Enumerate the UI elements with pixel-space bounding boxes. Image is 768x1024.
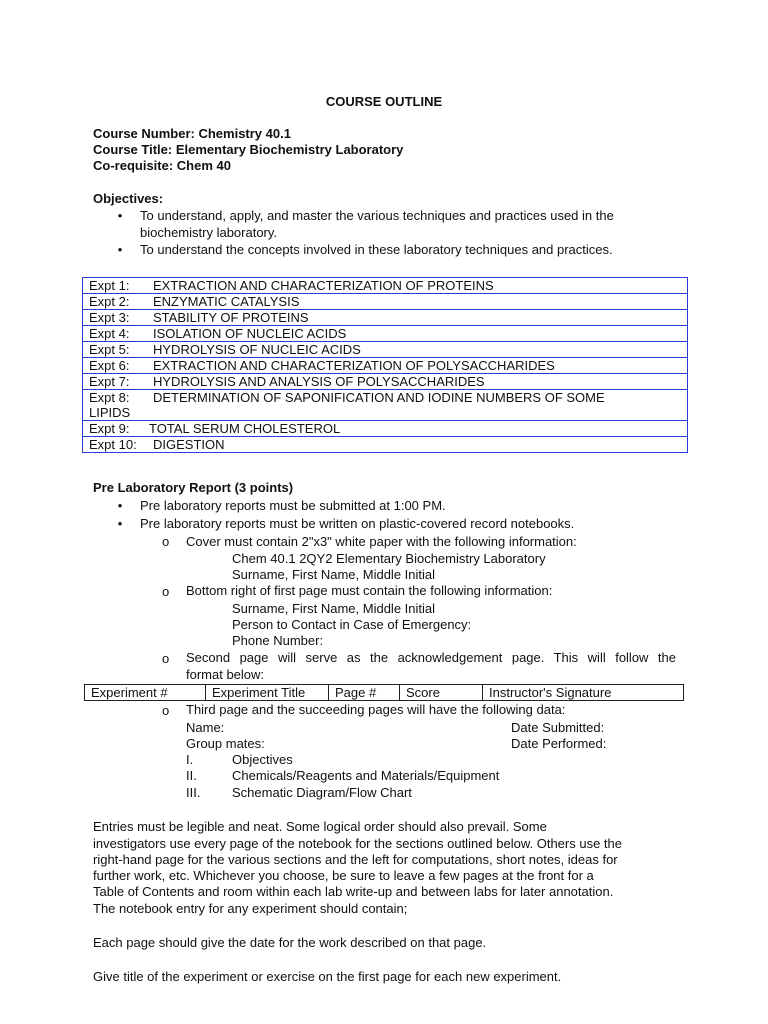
expt-name: EXTRACTION AND CHARACTERIZATION OF POLYSACCHARIDES	[153, 358, 555, 373]
expt-name: ENZYMATIC CATALYSIS	[153, 294, 300, 309]
expt-name: HYDROLYSIS OF NUCLEIC ACIDS	[153, 342, 361, 357]
third-page-instruction: Third page and the succeeding pages will have the following data:	[186, 702, 566, 717]
objective-1-cont: biochemistry laboratory.	[140, 225, 278, 240]
table-row	[83, 310, 688, 326]
paragraph-line: further work, etc. Whichever you choose, be sure to leave a few pages at the front for a	[93, 868, 594, 883]
expt-name: DIGESTION	[153, 437, 225, 452]
objective-1: To understand, apply, and master the various techniques and practices used in the	[140, 208, 614, 223]
acknowledgement-table	[84, 684, 684, 701]
second-page-instruction: Second page will serve as the acknowledgement page. This will follow the	[186, 650, 676, 665]
page-title: COURSE OUTLINE	[325, 94, 443, 109]
table-header: Experiment Title	[206, 685, 329, 701]
requirement-item: Schematic Diagram/Flow Chart	[232, 785, 412, 800]
paragraph-line: The notebook entry for any experiment should contain;	[93, 901, 408, 916]
table-header: Score	[400, 685, 483, 701]
sub-bullet-icon: o	[162, 584, 170, 599]
table-row	[85, 685, 684, 701]
expt-name: STABILITY OF PROTEINS	[153, 310, 309, 325]
table-row	[83, 358, 688, 374]
paragraph-line: investigators use every page of the notebook for the sections outlined below. Others use the	[93, 836, 622, 851]
sub-bullet-icon: o	[162, 703, 170, 718]
expt-label: Expt 5:	[89, 342, 130, 357]
date-performed-label: Date Performed:	[511, 736, 607, 751]
table-header: Experiment #	[85, 685, 206, 701]
bullet-icon: •	[117, 516, 123, 531]
roman-numeral: I.	[186, 752, 194, 767]
expt-label: Expt 7:	[89, 374, 130, 389]
table-row	[83, 437, 688, 453]
expt-label: Expt 8:	[89, 390, 130, 405]
objective-2: To understand the concepts involved in these laboratory techniques and practices.	[140, 242, 613, 257]
expt-name: EXTRACTION AND CHARACTERIZATION OF PROTEINS	[153, 278, 494, 293]
table-header: Instructor's Signature	[483, 685, 684, 701]
expt-name: HYDROLYSIS AND ANALYSIS OF POLYSACCHARIDES	[153, 374, 485, 389]
date-submitted-label: Date Submitted:	[511, 720, 605, 735]
experiments-table	[82, 277, 688, 453]
expt-label: Expt 3:	[89, 310, 130, 325]
table-row	[83, 342, 688, 358]
bullet-icon: •	[117, 208, 123, 223]
table-header: Page #	[329, 685, 400, 701]
table-row	[83, 374, 688, 390]
roman-numeral: III.	[186, 785, 201, 800]
expt-label: Expt 2:	[89, 294, 130, 309]
table-row	[83, 294, 688, 310]
expt-label: Expt 4:	[89, 326, 130, 341]
course-number: Course Number: Chemistry 40.1	[93, 126, 291, 141]
first-page-line-3: Phone Number:	[232, 633, 324, 648]
expt-label: Expt 9:	[89, 421, 130, 436]
name-label: Name:	[186, 720, 225, 735]
paragraph-line: Table of Contents and room within each lab write-up and between labs for later annotation.	[93, 884, 614, 899]
bullet-icon: •	[117, 242, 123, 257]
prelab-bullet-2: Pre laboratory reports must be written on plastic-covered record notebooks.	[140, 516, 575, 531]
paragraph-line: Entries must be legible and neat. Some logical order should also prevail. Some	[93, 819, 547, 834]
expt-name: ISOLATION OF NUCLEIC ACIDS	[153, 326, 347, 341]
paragraph-title: Give title of the experiment or exercise on the first page for each new experiment.	[93, 969, 562, 984]
group-mates-label: Group mates:	[186, 736, 265, 751]
table-row	[83, 278, 688, 294]
prelab-bullet-1: Pre laboratory reports must be submitted at 1:00 PM.	[140, 498, 446, 513]
roman-numeral: II.	[186, 768, 197, 783]
expt-label: Expt 1:	[89, 278, 130, 293]
requirement-item: Objectives	[232, 752, 293, 767]
cover-line-2: Surname, First Name, Middle Initial	[232, 567, 436, 582]
first-page-line-1: Surname, First Name, Middle Initial	[232, 601, 436, 616]
first-page-instruction: Bottom right of first page must contain the following information:	[186, 583, 553, 598]
bullet-icon: •	[117, 498, 123, 513]
cover-instruction: Cover must contain 2"x3" white paper with the following information:	[186, 534, 577, 549]
paragraph-line: right-hand page for the various sections and the left for computations, short notes, ideas for	[93, 852, 618, 867]
second-page-instruction-cont: format below:	[186, 667, 265, 682]
expt-name: TOTAL SERUM CHOLESTEROL	[149, 421, 341, 436]
sub-bullet-icon: o	[162, 534, 170, 549]
sub-bullet-icon: o	[162, 651, 170, 666]
requirement-item: Chemicals/Reagents and Materials/Equipment	[232, 768, 500, 783]
expt-label: Expt 10:	[89, 437, 137, 452]
cover-line-1: Chem 40.1 2QY2 Elementary Biochemistry Laboratory	[232, 551, 546, 566]
course-title: Course Title: Elementary Biochemistry Laboratory	[93, 142, 404, 157]
paragraph-date: Each page should give the date for the work described on that page.	[93, 935, 487, 950]
expt-name: DETERMINATION OF SAPONIFICATION AND IODINE NUMBERS OF SOME	[153, 390, 605, 405]
expt-name-cont: LIPIDS	[89, 405, 131, 420]
expt-label: Expt 6:	[89, 358, 130, 373]
table-row	[83, 390, 688, 421]
prelab-heading: Pre Laboratory Report (3 points)	[93, 480, 294, 495]
table-row	[83, 421, 688, 437]
first-page-line-2: Person to Contact in Case of Emergency:	[232, 617, 472, 632]
objectives-heading: Objectives:	[93, 191, 164, 206]
corequisite: Co-requisite: Chem 40	[93, 158, 231, 173]
table-row	[83, 326, 688, 342]
